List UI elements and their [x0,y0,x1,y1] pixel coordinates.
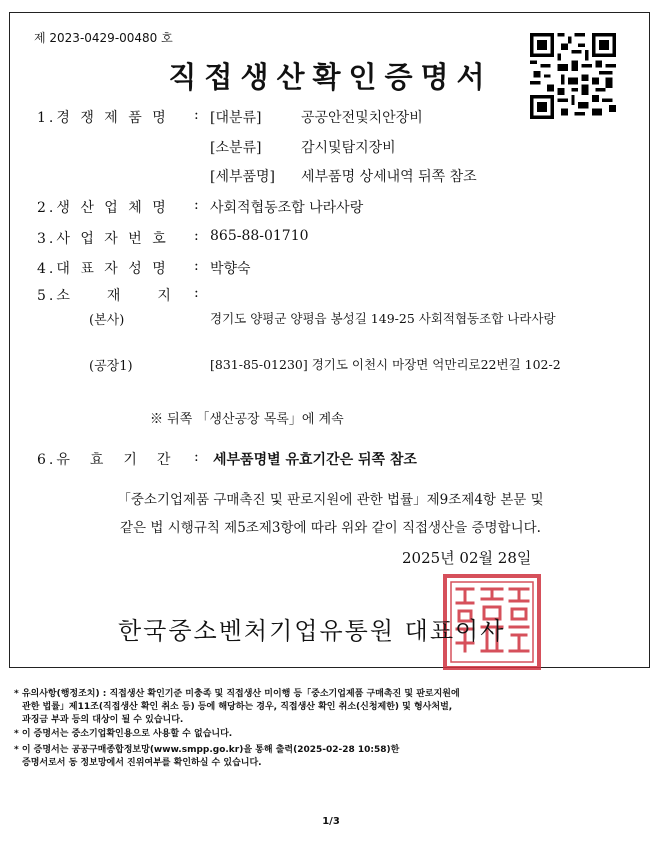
ceo-value: 박향숙 [210,261,251,277]
minor-category-value: 감시및탐지장비 [301,140,396,156]
statement-line-1: 「중소기업제품 구매촉진 및 판로지원에 관한 법률」제9조제4항 본문 및 [117,492,544,508]
product-colon: : [194,107,199,123]
notice-1a: * 유의사항(행정조치) : 직접생산 확인기준 미충족 및 직접생산 미이행 등「중소기업제품 구매촉진 및 판로지원에 [14,689,460,699]
factory-address: [831-85-01230] 경기도 이천시 마장면 억만리로22번길 102-2 [210,357,561,372]
certificate-frame [9,12,650,668]
ceo-label: 4.대 표 자 성 명 [37,261,169,277]
address-colon: : [194,285,199,301]
biz-no-label: 3.사 업 자 번 호 [37,231,169,247]
statement-line-2: 같은 법 시행규칙 제5조제3항에 따라 위와 같이 직접생산을 증명합니다. [120,520,541,536]
minor-category-tag: [소분류] [210,140,262,156]
hq-label: (본사) [89,313,125,328]
issuer-name: 한국중소벤처기업유통원 대표이사 [118,617,506,645]
qr-code[interactable] [530,33,616,119]
page-number: 1/3 [322,816,340,827]
page-title: 직접생산확인증명서 [168,60,493,94]
doc-number: 제 2023-0429-00480 호 [34,31,173,45]
major-category-tag: [대분류] [210,110,262,126]
major-category-value: 공공안전및치안장비 [301,110,423,126]
continued-note: ※ 뒤쪽 「생산공장 목록」에 계속 [150,412,344,427]
company-label: 2.생 산 업 체 명 [37,200,169,216]
notice-2: * 이 증명서는 중소기업확인용으로 사용할 수 없습니다. [14,729,233,739]
notice-3a: * 이 증명서는 공공구매종합정보망(www.smpp.go.kr)을 통해 출력(2025-02-28 10:58)한 [14,745,400,755]
biz-no-colon: : [194,228,199,244]
hq-address: 경기도 양평군 양평읍 봉성길 149-25 사회적협동조합 나라사랑 [210,311,556,326]
notice-3b: 증명서로서 동 정보망에서 진위여부를 확인하실 수 있습니다. [22,758,262,768]
validity-label: 6.유 효 기 간 [37,452,174,468]
notice-1b: 관한 법률」제11조(직접생산 확인 취소 등) 등에 해당하는 경우, 직접생산 확인 취소(신청제한) 및 형사처벌, [22,702,453,712]
notice-1c: 과징금 부과 등의 대상이 될 수 있습니다. [22,715,184,725]
issue-date: 2025년 02월 28일 [402,549,532,567]
biz-no-value: 865-88-01710 [210,228,309,244]
validity-value: 세부품명별 유효기간은 뒤쪽 참조 [213,452,417,468]
product-label: 1.경 쟁 제 품 명 [37,110,169,126]
detail-category-value: 세부품명 상세내역 뒤쪽 참조 [301,169,477,185]
address-label: 5.소 재 지 [37,288,174,304]
company-value: 사회적협동조합 나라사랑 [210,200,364,216]
factory-label: (공장1) [89,359,133,374]
detail-category-tag: [세부품명] [210,169,276,185]
validity-colon: : [194,449,199,465]
ceo-colon: : [194,258,199,274]
company-colon: : [194,197,199,213]
